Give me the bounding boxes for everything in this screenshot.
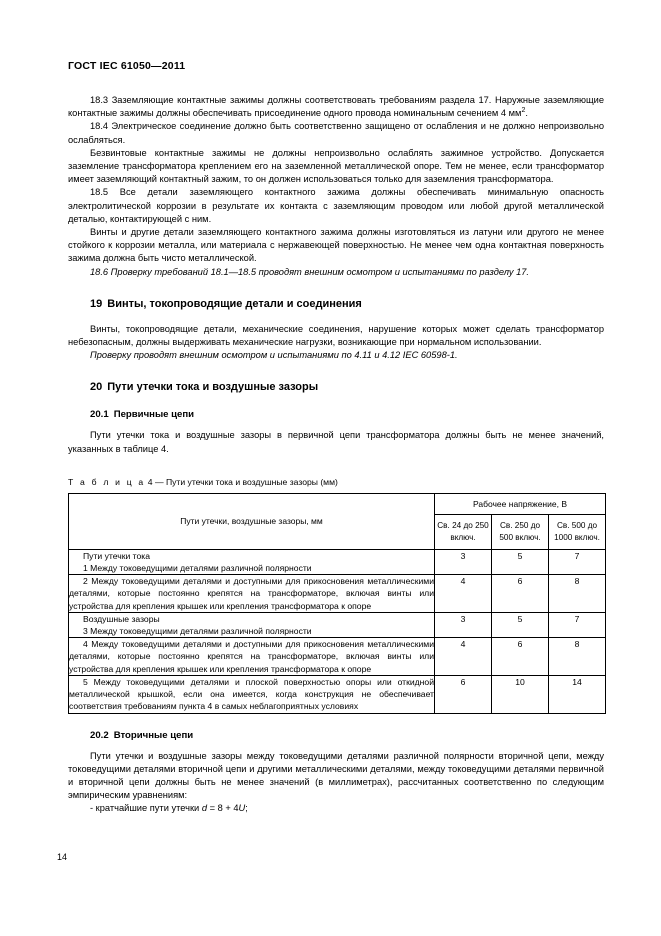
heading-section-20-title: Пути утечки тока и воздушные зазоры [107, 381, 319, 394]
table-4-row-5-description [69, 675, 435, 713]
table-4-row-header: Пути утечки, воздушные зазоры, мм [69, 493, 435, 549]
table-4-row-4-text: 4 Между токоведущими деталями и доступными для прикосновения металлическими деталями, которые постоянно крепятся на трансформаторе, включая винты или устройства для крепления крышек или крепления трансформатора к опоре [69, 639, 434, 674]
formula-variable-d: d [201, 803, 207, 814]
formula-operator: = 8 + 4 [207, 803, 239, 814]
table-4-row-2-description [69, 575, 435, 613]
table-4-row-4-value-2: 6 [492, 638, 549, 676]
section-19-verification: Проверку проводят внешним осмотром и испытаниями по 4.11 и 4.12 IEC 60598-1. [90, 350, 458, 361]
table-4-row-4-description [69, 638, 435, 676]
table-4-row-3-description [69, 612, 435, 637]
table-row [69, 675, 606, 713]
table-4-group-b-title: Воздушные зазоры [83, 613, 160, 624]
heading-section-20-1-number: 20.1 [90, 409, 109, 421]
section-20-2-body: Пути утечки и воздушные зазоры между токоведущими деталями различной полярности вторичной цепи, между токоведущими деталями вторичной цепи и другими металлическими деталями, между токоведущими деталями первичной и вторичной цепи должны быть не менее значений (в миллиметрах), рассчитанных соответственно по следующим эмпирическим уравнениям: [68, 750, 604, 801]
table-4-row-5-text: 5 Между токоведущими деталями и плоской поверхностью опоры или откидной металлической крышкой, если она имеется, когда конструкция не обеспечивает соответствия требованиям пункта 4 в самых неблагоприятных условиях [69, 676, 434, 712]
table-4-row-5-value-2: 10 [492, 675, 549, 713]
table-row [69, 612, 606, 637]
formula-lead-text: - кратчайшие пути утечки [90, 803, 202, 814]
clause-18-6: 18.6 Проверку требований 18.1—18.5 проводят внешним осмотром и испытаниями по разделу 17. [90, 266, 530, 277]
table-4-column-header-2: Св. 250 до 500 включ. [492, 514, 549, 549]
table-4-row-1-value-2: 5 [492, 549, 549, 574]
table-4-row-4-value-3: 8 [549, 638, 606, 676]
section-20-2-formula [68, 802, 604, 815]
heading-section-19-number: 19 [90, 297, 103, 310]
clause-18-3-text: 18.3 Заземляющие контактные зажимы должны соответствовать требованиям раздела 17. Наружные заземляющие контактные зажимы должны обеспечивать присоединение одного провода номинальным сечением 4 мм [68, 95, 604, 119]
table-4 [68, 493, 606, 714]
page-number: 14 [57, 852, 68, 862]
table-4-head [69, 493, 606, 549]
table-4-row-1-value-3: 7 [549, 549, 606, 574]
page-content [68, 60, 604, 816]
clause-18-3-superscript: 2 [521, 107, 526, 115]
table-4-row-1-text: 1 Между токоведущими деталями различной полярности [83, 563, 312, 574]
formula-terminator: ; [245, 803, 248, 814]
heading-section-20-1-title: Первичные цепи [113, 409, 195, 421]
table-4-row-2-value-3: 8 [549, 575, 606, 613]
section-20-1-body: Пути утечки тока и воздушные зазоры в первичной цепи трансформатора должны быть не менее значений, указанных в таблице 4. [68, 430, 604, 454]
table-4-row-2-text: 2 Между токоведущими деталями и доступными для прикосновения металлическими деталями, которые постоянно крепятся на трансформаторе, включая винты или устройства для крепления крышек или крепления трансформатора к опоре [69, 576, 434, 611]
heading-section-19-title: Винты, токопроводящие детали и соединения [107, 297, 362, 310]
table-4-column-header-1: Св. 24 до 250 включ. [435, 514, 492, 549]
heading-section-20-2 [90, 730, 604, 741]
heading-section-19 [90, 298, 604, 310]
table-4-row-1-value-1: 3 [435, 549, 492, 574]
heading-section-20-1 [90, 409, 604, 420]
table-4-row-3-value-1: 3 [435, 612, 492, 637]
clause-18-5-continued: Винты и другие детали заземляющего контактного зажима должны изготовляться из латуни или другого не менее стойкого к коррозии металла, или материала с нержавеющей поверхностью. Не менее чем одна контактная поверхность зажима должна быть чисто металлической. [68, 227, 604, 264]
table-4-header-row-1 [69, 493, 606, 514]
heading-section-20-2-title: Вторичные цепи [113, 729, 194, 741]
running-header: ГОСТ IEC 61050—2011 [68, 60, 186, 72]
table-4-group-header: Рабочее напряжение, В [435, 493, 606, 514]
table-4-caption [68, 477, 604, 487]
table-row [69, 575, 606, 613]
table-row [69, 638, 606, 676]
table-4-body [69, 549, 606, 713]
table-4-caption-number: 4 [147, 476, 153, 487]
heading-section-20-number: 20 [90, 381, 103, 394]
section-19-body: Винты, токопроводящие детали, механические соединения, нарушение которых может сделать трансформатор небезопасным, должны выдерживать механические нагрузки, возникающие при нормальном использовании. [68, 323, 604, 348]
clause-18-4: 18.4 Электрическое соединение должно быть соответственно защищено от ослабления и не должно непроизвольно ослабляться. [68, 121, 604, 145]
table-4-row-3-value-2: 5 [492, 612, 549, 637]
table-4-caption-title: Пути утечки тока и воздушные зазоры (мм) [165, 476, 338, 487]
table-4-caption-label: Т а б л и ц а [68, 476, 146, 487]
table-4-row-2-value-2: 6 [492, 575, 549, 613]
table-4-row-1-description [69, 549, 435, 574]
table-4-column-header-3: Св. 500 до 1000 включ. [549, 514, 606, 549]
table-4-caption-dash: — [154, 476, 164, 487]
clause-18-4-continued: Безвинтовые контактные зажимы не должны непроизвольно ослаблять зажимное устройство. Допускается заземление трансформатора креплением его на заземленной металлической опоре. Тем не менее, если трансформатор имеет заземляющий контактный зажим, то он должен использоваться только для заземления трансформатора. [68, 147, 604, 185]
heading-section-20 [90, 381, 604, 393]
table-4-row-2-value-1: 4 [435, 575, 492, 613]
table-4-group-a-title: Пути утечки тока [83, 550, 150, 561]
table-4-row-3-value-3: 7 [549, 612, 606, 637]
table-row [69, 549, 606, 574]
heading-section-20-2-number: 20.2 [90, 729, 109, 741]
table-4-row-3-text: 3 Между токоведущими деталями различной полярности [83, 626, 312, 637]
clause-18-3-tail: . [525, 108, 528, 119]
table-4-row-4-value-1: 4 [435, 638, 492, 676]
table-4-row-5-value-1: 6 [435, 675, 492, 713]
formula-variable-u: U [238, 803, 246, 814]
clause-18-3 [68, 94, 604, 120]
clause-18-5: 18.5 Все детали заземляющего контактного зажима должны обеспечивать минимальную опасность электролитической коррозии в результате их контакта с заземляющим проводом или любой другой металлической деталью, контактирующей с ним. [68, 187, 604, 224]
table-4-row-5-value-3: 14 [549, 675, 606, 713]
